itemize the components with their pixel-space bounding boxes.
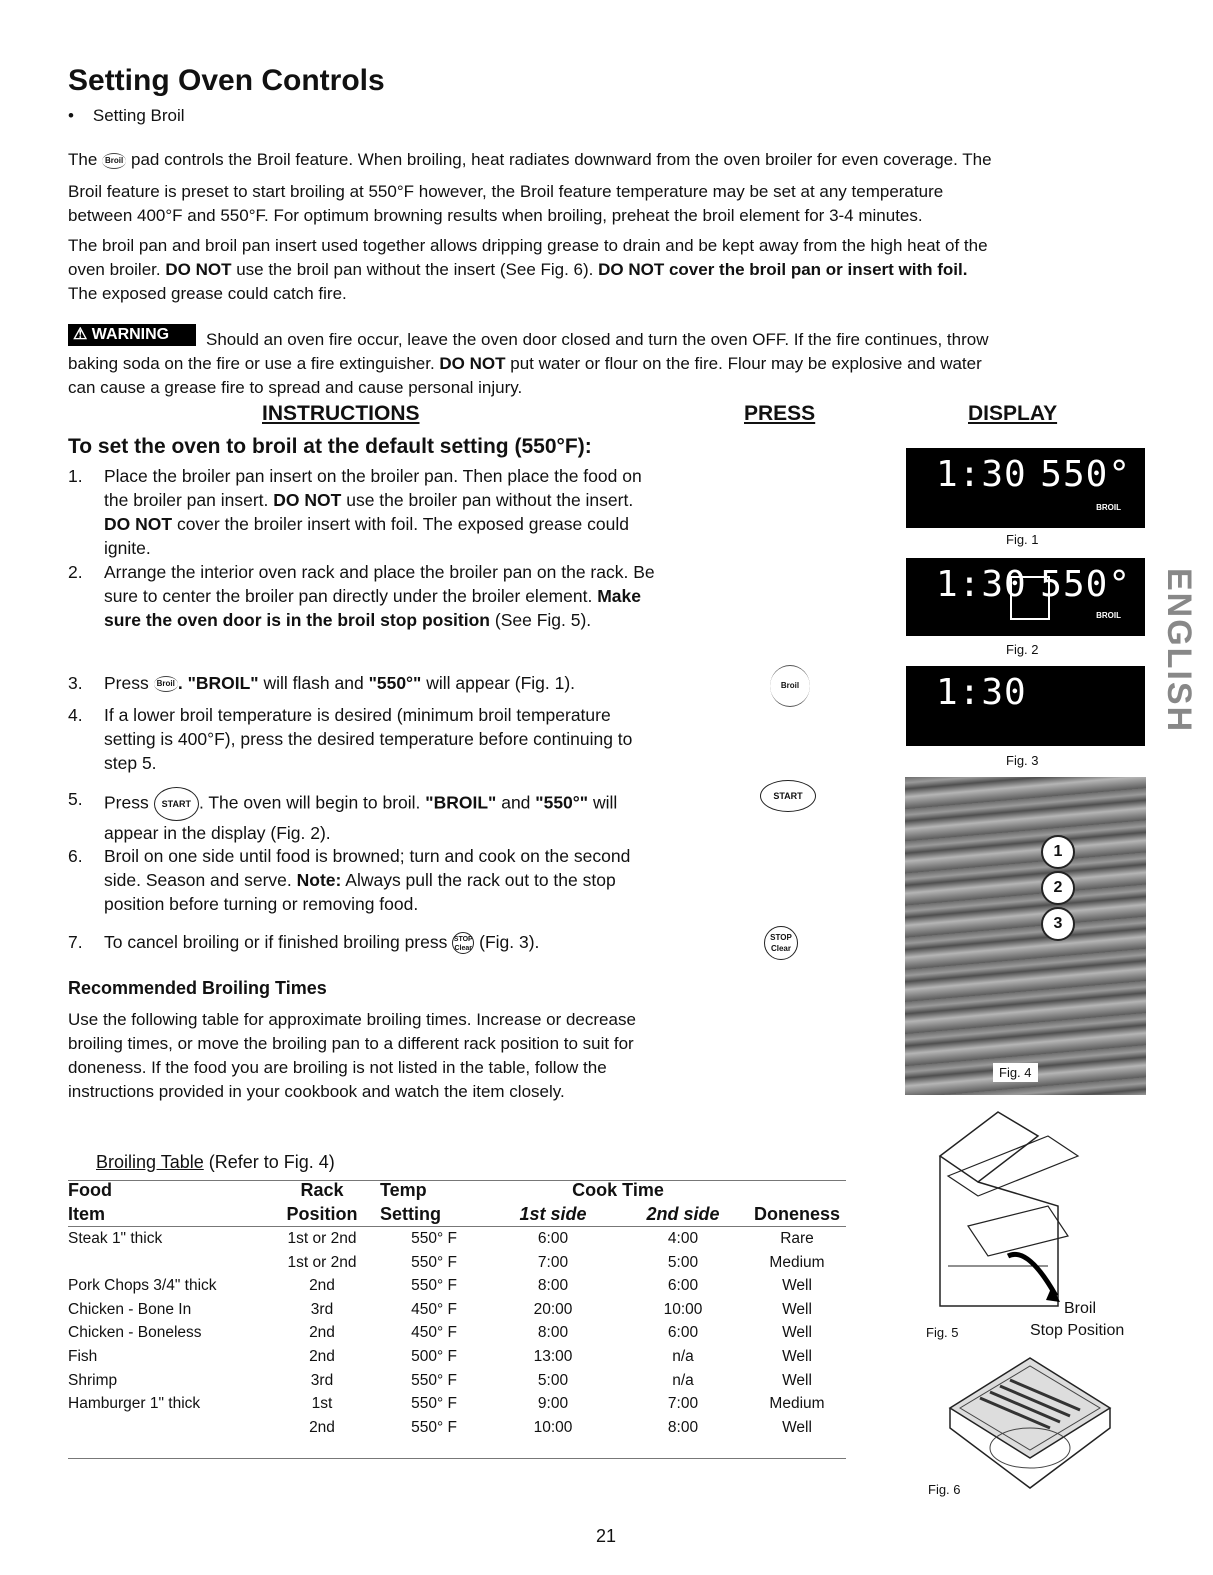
cell-food-item: Steak 1" thick [68, 1230, 163, 1247]
cell-temp-setting: 500° F [411, 1347, 457, 1365]
table-body [68, 1227, 846, 1440]
cell-second-side-time: 10:00 [663, 1300, 703, 1318]
cell-rack-position: 2nd [309, 1324, 335, 1342]
cell-first-side-time: 20:00 [533, 1300, 573, 1318]
cell-food-item: Shrimp [68, 1371, 118, 1389]
broil-pad-icon: Broil [102, 153, 126, 169]
warning-text: baking soda on the fire or use a fire extinguisher. [68, 354, 435, 373]
cell-first-side-time: 8:00 [537, 1324, 569, 1342]
cell-second-side-time: n/a [672, 1371, 694, 1389]
bullet-text: Setting Broil [92, 106, 185, 125]
broil-stop-text: Make sure the oven door is in the broil stop position [104, 586, 641, 630]
table-row [68, 1274, 846, 1298]
table-title-note: (Refer to Fig. 4) [208, 1152, 335, 1172]
recommended-text: Use the following table for approximate broiling times. Increase or decrease broiling times, or move the broiling pan to a different rack position to suit for doneness. If the food you are broiling is not listed in the table, follow the instructions provided in your cookbook and watch the item closely. [68, 1010, 636, 1101]
step-text: and [501, 792, 531, 813]
fig-5-caption: Fig. 5 [926, 1325, 959, 1340]
cell-first-side-time: 5:00 [537, 1371, 569, 1389]
step-text: Always pull the rack out to the stop position before turning or removing food. [104, 870, 616, 914]
cell-rack-position: 2nd [309, 1347, 335, 1365]
step-text: cover the broiler insert with foil. The exposed grease could ignite. [104, 514, 629, 558]
step-text: (See Fig. 5). [494, 610, 592, 630]
do-not-text: DO NOT [273, 490, 342, 510]
stop-clear-pad-icon[interactable] [764, 926, 798, 960]
step-number: 7. [68, 932, 83, 952]
table-row [68, 1392, 846, 1416]
cell-doneness: Well [782, 1371, 812, 1389]
step-text: If a lower broil temperature is desired (minimum broil temperature setting is 400°F), press the desired temperature before continuing to step 5. [104, 705, 633, 773]
table-title-line [96, 1152, 335, 1173]
step-number: 6. [68, 846, 83, 866]
do-not-text: DO NOT [439, 354, 506, 373]
intro-paragraph-2b [68, 258, 1168, 282]
cell-rack-position: 3rd [310, 1300, 334, 1318]
cell-temp-setting: 450° F [411, 1324, 457, 1342]
temp-text: "550°" [368, 673, 422, 693]
step-text: Arrange the interior oven rack and place the broiler pan on the rack. Be sure to center the broiler pan directly under the broiler element. [104, 562, 655, 606]
cell-temp-setting: 550° F [411, 1418, 457, 1436]
warning-badge [68, 324, 196, 346]
header-blank [748, 1178, 846, 1202]
table-row [68, 1251, 846, 1275]
warning-text: put water or flour on the fire. Flour may be explosive and water [510, 354, 982, 373]
step-text: Place the broiler pan insert on the broiler pan. Then place the food on the broiler pan insert. [104, 466, 642, 510]
cell-food-item: Chicken - Bone In [68, 1300, 192, 1318]
step-number: 4. [68, 705, 83, 725]
step-text: will flash and [263, 673, 364, 693]
cell-temp-setting: 550° F [411, 1371, 457, 1389]
fig-5-label-stop: Stop Position [1030, 1322, 1125, 1339]
start-pad-icon: START [154, 787, 199, 821]
cell-doneness: Well [782, 1418, 812, 1436]
cell-rack-position: 1st or 2nd [287, 1253, 357, 1271]
display-time: 1:30 [936, 454, 1027, 495]
start-pad-icon[interactable]: START [760, 780, 816, 812]
broil-pad-icon[interactable]: Broil [770, 665, 810, 707]
display-time: 1:30 [936, 564, 1027, 605]
press-header: PRESS [744, 402, 816, 425]
cell-second-side-time: 5:00 [667, 1253, 699, 1271]
cell-first-side-time: 9:00 [537, 1395, 569, 1413]
intro-paragraph-2a: The broil pan and broil pan insert used together allows dripping grease to drain and be kept away from the high heat of the [68, 236, 988, 255]
cell-doneness: Well [782, 1324, 812, 1342]
cell-temp-setting: 550° F [411, 1277, 457, 1295]
cell-rack-position: 3rd [310, 1371, 334, 1389]
step-text: will appear (Fig. 1). [426, 673, 576, 693]
step-number: 1. [68, 466, 83, 486]
fig-6-caption: Fig. 6 [928, 1482, 961, 1497]
table-row [68, 1321, 846, 1345]
cell-second-side-time: 6:00 [667, 1324, 699, 1342]
cell-second-side-time: 4:00 [667, 1230, 699, 1247]
intro-text: oven broiler. [68, 260, 161, 279]
cell-rack-position: 1st or 2nd [287, 1230, 357, 1247]
step-text: Press [104, 673, 149, 693]
display-temp: 550° [1040, 454, 1131, 495]
cell-first-side-time: 13:00 [533, 1347, 573, 1365]
display-fig-3 [906, 666, 1145, 746]
cell-first-side-time: 7:00 [537, 1253, 569, 1271]
step-text: To cancel broiling or if finished broiling press [104, 932, 448, 952]
step-text: . The oven will begin to broil. [198, 792, 421, 813]
cell-doneness: Rare [780, 1230, 814, 1247]
step-text: Broil on one side until food is browned; turn and cook on the second side. Season and serve. [104, 846, 631, 890]
stop-clear-pad-icon [452, 932, 474, 954]
header-rack: Rack [300, 1180, 344, 1200]
subheading: To set the oven to broil at the default setting (550°F): [68, 435, 592, 458]
header-setting: Setting [380, 1204, 441, 1224]
display-fig-1 [906, 448, 1145, 528]
intro-line-3: between 400°F and 550°F. For optimum browning results when broiling, preheat the broil element for 3-4 minutes. [68, 206, 923, 225]
broil-pan-drawing [940, 1348, 1120, 1500]
step-number: 5. [68, 789, 83, 809]
intro-text: The [68, 150, 98, 169]
instructions-header: INSTRUCTIONS [262, 402, 420, 425]
cell-temp-setting: 550° F [411, 1253, 457, 1271]
cell-second-side-time: 7:00 [667, 1395, 699, 1413]
table-row [68, 1298, 846, 1322]
fig-5-label-broil: Broil [1064, 1300, 1097, 1317]
header-position: Position [286, 1204, 358, 1224]
recommended-heading: Recommended Broiling Times [68, 978, 327, 998]
temp-text: "550°" [535, 792, 589, 813]
warning-line-3: can cause a grease fire to spread and cause personal injury. [68, 378, 523, 397]
cell-doneness: Medium [769, 1395, 825, 1413]
table-row [68, 1227, 846, 1251]
page-title: Setting Oven Controls [68, 64, 385, 97]
display-time: 1:30 [936, 672, 1027, 713]
cell-food-item: Chicken - Boneless [68, 1324, 202, 1342]
rack-position-3-icon: 3 [1041, 907, 1075, 941]
step-number: 3. [68, 673, 83, 693]
intro-paragraph-1 [68, 148, 1148, 172]
header-item: Item [68, 1204, 106, 1224]
cell-first-side-time: 10:00 [533, 1418, 573, 1436]
broiling-table [68, 1178, 846, 1439]
foil-warning-text: DO NOT cover the broil pan or insert with foil. [598, 260, 968, 279]
warning-line-1: Should an oven fire occur, leave the oven door closed and turn the oven OFF. If the fire continues, throw [206, 330, 989, 349]
rack-position-1-icon: 1 [1041, 835, 1075, 869]
note-label: Note: [296, 870, 342, 890]
header-temp: Temp [380, 1180, 427, 1200]
clear-label: Clear [770, 944, 791, 953]
fig-2-caption: Fig. 2 [1006, 642, 1039, 657]
intro-line-2: Broil feature is preset to start broiling at 550°F however, the Broil feature temperature may be set at any temperature [68, 182, 944, 201]
oven-door-drawing [928, 1106, 1138, 1336]
cell-food-item [68, 1416, 264, 1440]
warning-badge-label: WARNING [91, 326, 170, 343]
cell-temp-setting: 550° F [411, 1230, 457, 1247]
broil-pad-icon: Broil [154, 676, 178, 692]
page-number: 21 [596, 1526, 617, 1546]
table-header-row-2 [68, 1202, 846, 1227]
header-2nd-side: 2nd side [646, 1204, 720, 1224]
cell-first-side-time: 8:00 [537, 1277, 569, 1295]
english-side-tab: ENGLISH [1160, 568, 1198, 734]
cell-second-side-time: 6:00 [667, 1277, 699, 1295]
intro-line-2d: The exposed grease could catch fire. [68, 284, 347, 303]
display-temp: 550° [1040, 564, 1131, 605]
oven-rack-photo [905, 777, 1146, 1095]
table-bottom-rule [68, 1458, 846, 1459]
intro-text: use the broil pan without the insert (See Fig. 6). [236, 260, 594, 279]
cell-doneness: Medium [769, 1253, 825, 1271]
stop-label: STOP [770, 933, 792, 942]
cell-temp-setting: 450° F [411, 1300, 457, 1318]
cell-second-side-time: 8:00 [667, 1418, 699, 1436]
clear-label: Clear [454, 945, 472, 953]
table-row [68, 1345, 846, 1369]
warning-triangle-icon: ⚠ [73, 326, 88, 343]
step-text: Press [104, 792, 149, 813]
cell-doneness: Well [782, 1347, 812, 1365]
cell-temp-setting: 550° F [411, 1395, 457, 1413]
cell-rack-position: 2nd [309, 1418, 335, 1436]
stop-label: STOP [453, 936, 473, 944]
display-broil-label: BROIL [1096, 611, 1121, 620]
table-row [68, 1416, 846, 1440]
display-broil-label: BROIL [1096, 503, 1121, 512]
table-title: Broiling Table [96, 1152, 204, 1172]
warning-line-2 [68, 352, 1168, 376]
fig-1-caption: Fig. 1 [1006, 532, 1039, 547]
header-1st-side: 1st side [519, 1204, 587, 1224]
fig-3-caption: Fig. 3 [1006, 753, 1039, 768]
cell-food-item: Hamburger 1" thick [68, 1395, 201, 1413]
display-fig-2 [906, 558, 1145, 636]
step-text: will appear in the display (Fig. 2). [104, 792, 618, 843]
cell-rack-position: 1st [311, 1395, 333, 1413]
rack-position-2-icon: 2 [1041, 871, 1075, 905]
display-header: DISPLAY [968, 402, 1058, 425]
header-food: Food [68, 1180, 112, 1200]
header-cook-time: Cook Time [572, 1180, 664, 1200]
broil-text: . "BROIL" [177, 673, 259, 693]
table-row [68, 1369, 846, 1393]
cell-food-item: Pork Chops 3/4" thick [68, 1277, 217, 1295]
bullet-item: • Setting Broil [68, 106, 185, 125]
do-not-text: DO NOT [165, 260, 232, 279]
cell-food-item [68, 1251, 264, 1275]
cell-rack-position: 2nd [309, 1277, 335, 1295]
header-doneness: Doneness [753, 1204, 841, 1224]
fig-4-caption: Fig. 4 [993, 1063, 1038, 1082]
cell-doneness: Well [782, 1277, 812, 1295]
intro-text: pad controls the Broil feature. When broiling, heat radiates downward from the oven broiler for even coverage. The [131, 150, 992, 169]
cell-food-item: Fish [68, 1347, 98, 1365]
step-text: use the broiler pan without the insert. [346, 490, 634, 510]
broil-text: "BROIL" [425, 792, 497, 813]
table-header-row-1 [68, 1178, 846, 1202]
cell-doneness: Well [782, 1300, 812, 1318]
step-number: 2. [68, 562, 83, 582]
step-text: (Fig. 3). [479, 932, 540, 952]
cell-first-side-time: 6:00 [537, 1230, 569, 1247]
cell-second-side-time: n/a [672, 1347, 694, 1365]
do-not-text: DO NOT [104, 514, 173, 534]
